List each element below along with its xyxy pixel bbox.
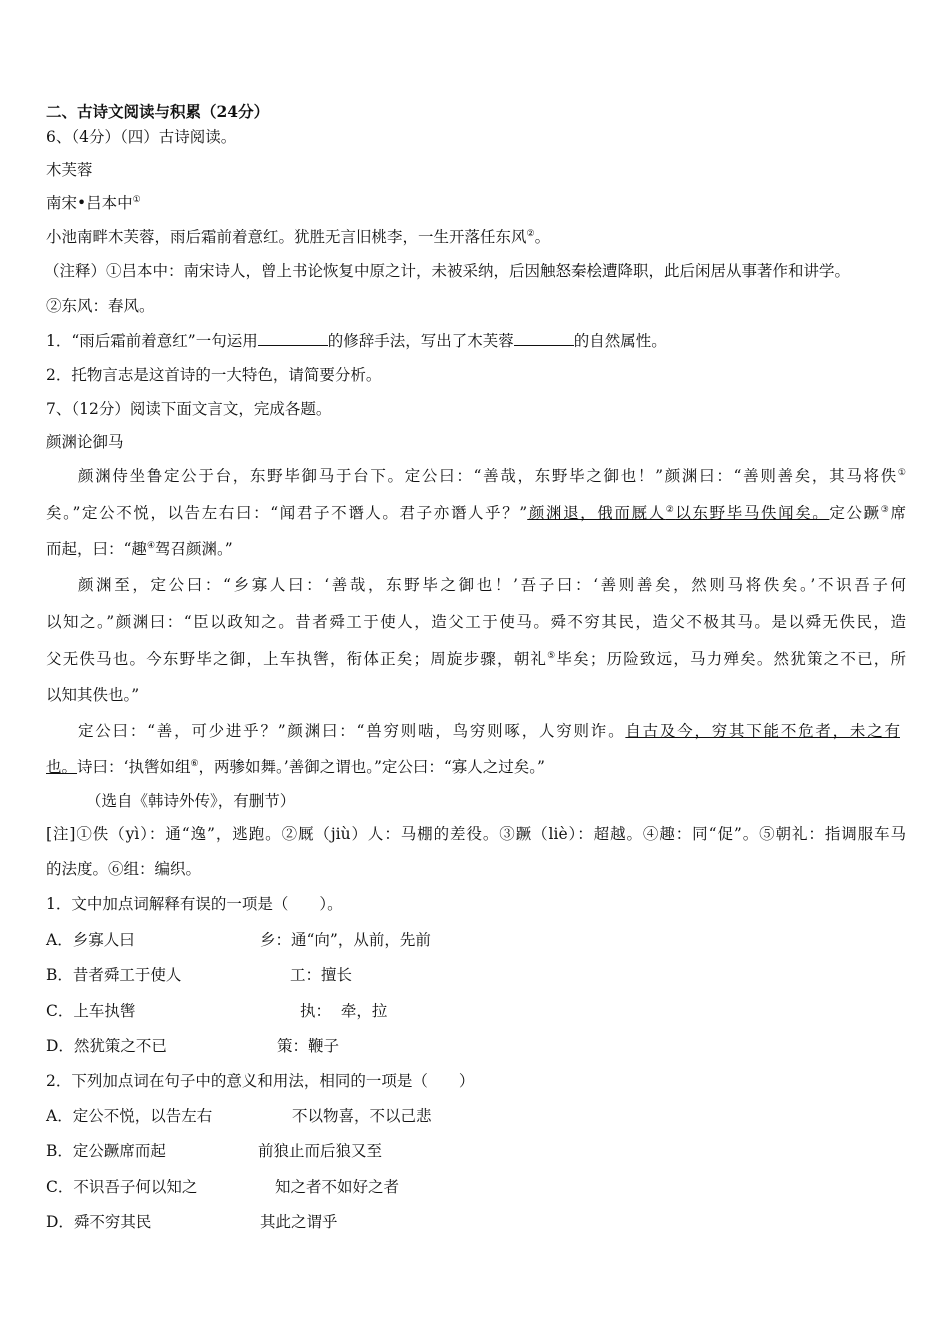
text: 毕矣；历险致远，马力殚矣。然犹策之不已，所 (556, 650, 906, 668)
passage-source: （选自《韩诗外传》，有删节） (86, 792, 296, 810)
q7-sub1-stem: 1．文中加点词解释有误的一项是（ ）。 (46, 895, 343, 913)
footnote-mark: ④ (146, 541, 156, 551)
option-b[interactable] (46, 965, 906, 985)
text: 以东野毕马佚闻矣。 (675, 504, 830, 522)
option-text: C．上车执辔 (46, 1002, 136, 1020)
option-text: D．舜不穷其民 (46, 1213, 152, 1231)
option-explanation: 前狼止而后狼又至 (258, 1142, 383, 1160)
text: ，两骖如舞。’善御之谓也。”定公曰：“寡人之过矣。” (198, 758, 545, 776)
option-text: A．定公不悦，以告左右 (46, 1107, 213, 1125)
footnote-mark: ⑤ (547, 651, 557, 661)
option-b[interactable] (46, 1141, 906, 1161)
footnote-mark: ⑥ (190, 759, 199, 769)
text: 颜渊退，俄而厩人 (527, 504, 666, 522)
poem-title: 木芙蓉 (46, 161, 93, 179)
option-c[interactable] (46, 1177, 906, 1197)
passage-line (46, 757, 906, 777)
footnote-mark: ① (132, 195, 141, 205)
option-explanation: 工：擅长 (290, 966, 353, 984)
passage-line (46, 539, 906, 559)
q6-sub2: 2．托物言志是这首诗的一大特色，请简要分析。 (46, 366, 382, 384)
passage-line: 以知之。”颜渊曰：“臣以政知之。昔者舜工于使人，造父工于使马。舜不穷其民，造父不极其马。是以舜无佚民，造 (46, 613, 906, 631)
option-d[interactable] (46, 1212, 906, 1232)
option-explanation: 乡：通“向”，从前，先前 (260, 931, 431, 949)
q6-sub1 (46, 331, 906, 351)
text: 席 (890, 504, 906, 522)
author-text: 南宋•吕本中 (46, 194, 133, 212)
sub1-text: 的修辞手法，写出了木芙蓉 (327, 332, 514, 350)
passage-line (46, 503, 906, 523)
sub1-text: 1．“雨后霜前着意红”一句运用 (46, 332, 258, 350)
text: 矣。”定公不悦，以告左右曰：“闻君子不谮人。君子亦谮人乎？” (46, 504, 528, 522)
passage-notes: 的法度。⑥组：编织。 (46, 860, 202, 878)
text: 定公蹶 (829, 504, 881, 522)
option-explanation: 策：鞭子 (277, 1037, 340, 1055)
q7-sub2-stem: 2．下列加点词在句子中的意义和用法，相同的一项是（ ） (46, 1072, 475, 1090)
text: 而起，曰：“趣 (46, 540, 147, 558)
option-text: A．乡寡人曰 (46, 931, 135, 949)
option-explanation: 不以物喜，不以己悲 (292, 1107, 432, 1125)
question-6-header: 6、（4分）（四）古诗阅读。 (46, 128, 237, 146)
passage-line (78, 721, 900, 741)
sub1-text: 的自然属性。 (573, 332, 667, 350)
footnote-mark: ① (897, 468, 906, 478)
underlined-sentence: 也。 (46, 758, 78, 776)
text: 定公曰：“善，可少进乎？”颜渊曰：“兽穷则啮，鸟穷则啄，人穷则诈。 (78, 722, 626, 740)
option-text: C．不识吾子何以知之 (46, 1178, 198, 1196)
option-text: B．昔者舜工于使人 (46, 966, 182, 984)
option-explanation: 知之者不如好之者 (275, 1178, 400, 1196)
text: 驾召颜渊。” (155, 540, 233, 558)
option-explanation: 其此之谓乎 (260, 1213, 338, 1231)
text: 颜渊侍坐鲁定公于台，东野毕御马于台下。定公曰：“善哉，东野毕之御也！”颜渊曰：“善则善矣，其马将佚 (78, 467, 898, 485)
footnote-mark: ③ (880, 505, 891, 515)
text: 诗曰：‘执辔如组 (77, 758, 191, 776)
underlined-sentence (527, 504, 829, 522)
option-d[interactable] (46, 1036, 906, 1056)
option-explanation: 执： 牵，拉 (300, 1002, 388, 1020)
poem-end: 。 (534, 228, 551, 246)
answer-blank[interactable] (258, 331, 328, 346)
option-a[interactable] (46, 930, 906, 950)
passage-line (78, 466, 906, 486)
option-a[interactable] (46, 1106, 906, 1126)
footnote-mark: ② (665, 505, 676, 515)
option-text: D．然犹策之不已 (46, 1037, 167, 1055)
poem-body (46, 227, 906, 247)
passage-title: 颜渊论御马 (46, 433, 124, 451)
poem-note-2: ②东风：春风。 (46, 297, 155, 315)
section-heading: 二、古诗文阅读与积累（24分） (46, 102, 270, 121)
poem-text: 小池南畔木芙蓉，雨后霜前着意红。犹胜无言旧桃李，一生开落任东风 (46, 228, 527, 246)
underlined-sentence: 自古及今，穷其下能不危者，未之有 (625, 722, 900, 740)
question-7-header: 7、（12分）阅读下面文言文，完成各题。 (46, 400, 332, 418)
poem-note-1: （注释）①吕本中：南宋诗人，曾上书论恢复中原之计，未被采纳，后因触怒秦桧遭降职，此后闲居从事著作和讲学。 (44, 262, 851, 280)
footnote-mark: ② (526, 229, 535, 239)
answer-blank[interactable] (514, 331, 574, 346)
passage-line: 以知其佚也。” (46, 686, 140, 704)
option-text: B．定公蹶席而起 (46, 1142, 166, 1160)
poem-author (46, 193, 906, 213)
passage-line: 颜渊至，定公曰：“乡寡人曰：‘善哉，东野毕之御也！’吾子曰：‘善则善矣，然则马将佚矣。’不识吾子何 (78, 576, 906, 594)
option-c[interactable] (46, 1001, 906, 1021)
text: 父无佚马也。今东野毕之御，上车执辔，衔体正矣；周旋步骤，朝礼 (46, 650, 548, 668)
passage-notes: [注]①佚（yì）：通“逸”，逃跑。②厩（jiù）人：马棚的差役。③蹶（liè）：超越。④趣：同“促”。⑤朝礼：指调服车马 (46, 825, 906, 843)
passage-line (46, 649, 906, 669)
